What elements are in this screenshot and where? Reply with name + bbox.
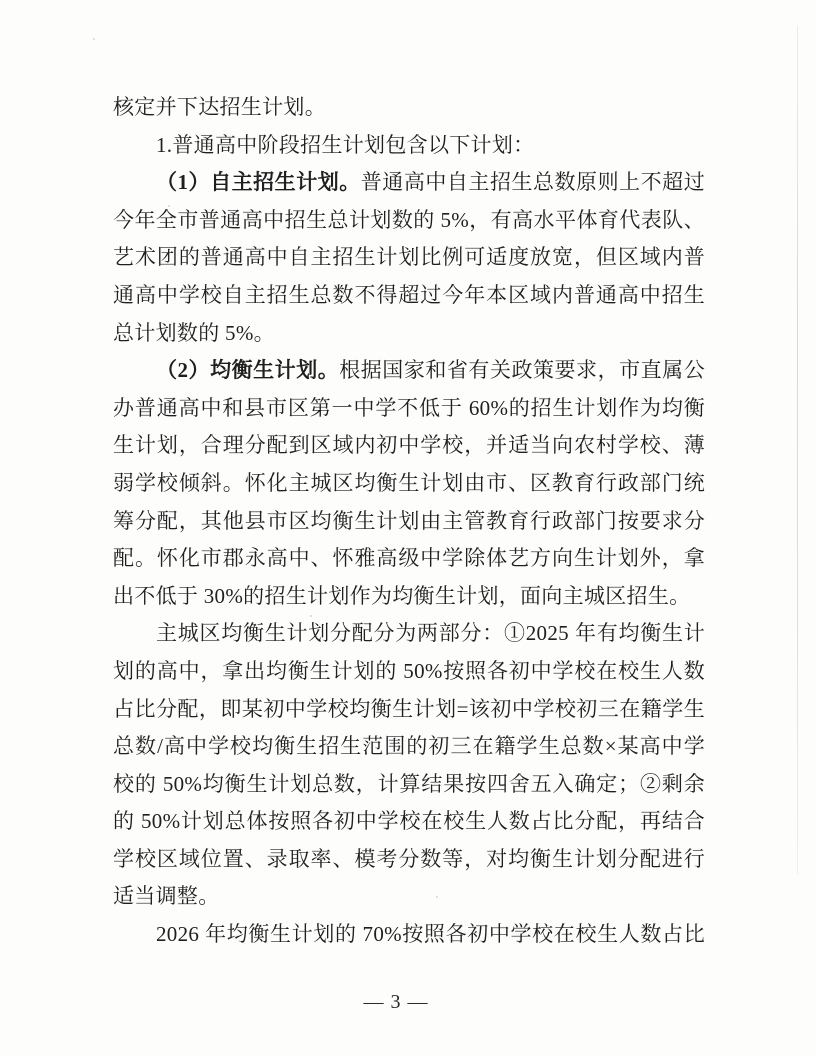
text-line	[113, 202, 705, 240]
bold-heading-segment: （1）自主招生计划。	[156, 170, 361, 195]
text-line	[113, 352, 705, 390]
text-segment: 普通高中自主招生总数原则上不超过	[360, 170, 705, 195]
text-segment: 生计划，合理分配到区域内初中学校，并适当向农村学校、薄	[113, 433, 705, 458]
text-line	[113, 766, 705, 804]
text-segment: 配。怀化市郡永高中、怀雅高级中学除体艺方向生计划外，拿	[113, 546, 705, 571]
text-line	[113, 89, 705, 127]
text-line	[113, 615, 705, 653]
text-segment: 今年全市普通高中招生总计划数的 5%，有高水平体育代表队、	[113, 207, 705, 232]
scanner-edge-artifact	[797, 26, 798, 874]
text-segment: 划的高中，拿出均衡生计划的 50%按照各初中学校在校生人数	[113, 658, 705, 683]
text-segment: 弱学校倾斜。怀化主城区均衡生计划由市、区教育行政部门统	[113, 470, 705, 495]
text-segment: 1.普通高中阶段招生计划包含以下计划：	[156, 132, 535, 157]
text-line	[113, 239, 705, 277]
text-line	[113, 315, 705, 353]
document-body	[113, 89, 705, 954]
text-segment: 核定并下达招生计划。	[113, 95, 326, 119]
text-segment: 占比分配，即某初中学校均衡生计划=该初中学校初三在籍学生	[113, 696, 705, 721]
text-segment: 总数/高中学校均衡生招生范围的初三在籍学生总数×某高中学	[113, 734, 705, 759]
text-line	[113, 728, 705, 766]
text-segment: 2026 年均衡生计划的 70%按照各初中学校在校生人数占比	[156, 922, 705, 947]
page-number: — 3 —	[363, 991, 429, 1013]
bold-heading-segment: （2）均衡生计划。	[156, 358, 340, 383]
text-line	[113, 127, 705, 165]
text-segment: 通高中学校自主招生总数不得超过今年本区域内普通高中招生	[113, 282, 705, 307]
text-line	[113, 878, 705, 916]
text-segment: 学校区域位置、录取率、模考分数等，对均衡生计划分配进行	[113, 846, 705, 871]
text-segment: 根据国家和省有关政策要求，市直属公	[339, 358, 705, 383]
text-line	[113, 653, 705, 691]
text-segment: 筹分配，其他县市区均衡生计划由主管教育行政部门按要求分	[113, 508, 705, 533]
text-segment: 办普通高中和县市区第一中学不低于 60%的招生计划作为均衡	[113, 395, 705, 420]
text-line	[113, 465, 705, 503]
text-line	[113, 691, 705, 729]
text-segment: 的 50%计划总体按照各初中学校在校生人数占比分配，再结合	[113, 809, 705, 834]
text-segment: 出不低于 30%的招生计划作为均衡生计划，面向主城区招生。	[113, 583, 691, 608]
text-line	[113, 277, 705, 315]
page-footer	[0, 991, 792, 1014]
text-segment: 总计划数的 5%。	[113, 320, 275, 345]
text-line	[113, 164, 705, 202]
text-line	[113, 916, 705, 954]
scan-speck	[93, 38, 95, 40]
text-line	[113, 390, 705, 428]
text-line	[113, 578, 705, 616]
text-segment: 校的 50%均衡生计划总数，计算结果按四舍五入确定；②剩余	[113, 771, 705, 796]
text-line	[113, 841, 705, 879]
text-segment: 艺术团的普通高中自主招生计划比例可适度放宽，但区域内普	[113, 245, 705, 270]
text-line	[113, 503, 705, 541]
text-line	[113, 427, 705, 465]
text-segment: 适当调整。	[113, 884, 220, 909]
text-line	[113, 540, 705, 578]
text-segment: 主城区均衡生计划分配分为两部分：①2025 年有均衡生计	[156, 621, 705, 646]
text-line	[113, 803, 705, 841]
